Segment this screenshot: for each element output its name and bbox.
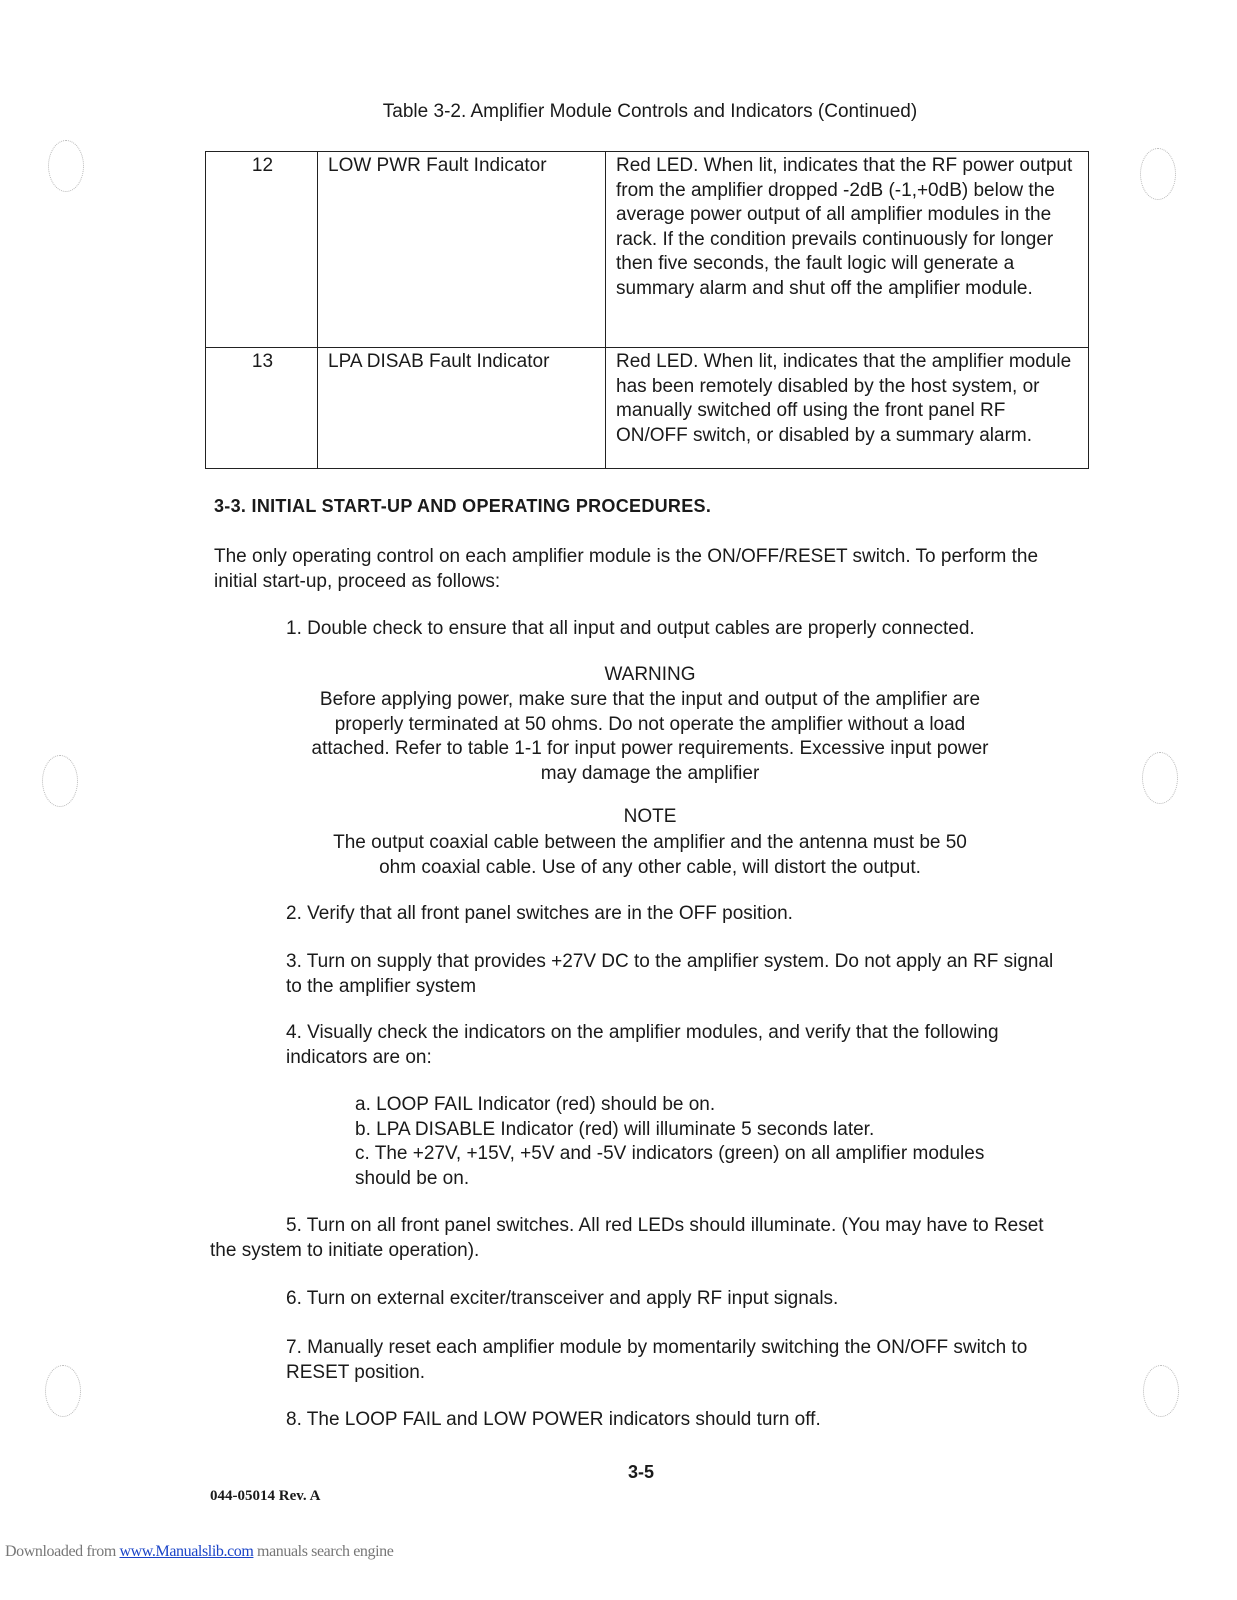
list-item: c. The +27V, +15V, +5V and -5V indicators (green) on all amplifier modules should be on. xyxy=(355,1143,985,1189)
binder-hole-right-top xyxy=(1140,148,1176,200)
step-4: 4. Visually check the indicators on the amplifier modules, and verify that the following indicators are on: xyxy=(286,1022,999,1068)
step-7: 7. Manually reset each amplifier module by momentarily switching the ON/OFF switch to RESET position. xyxy=(286,1337,1028,1383)
page-number: 3-5 xyxy=(627,1462,654,1482)
row-number: 13 xyxy=(206,348,318,469)
table-title: Table 3-2. Amplifier Module Controls and Indicators (Continued) xyxy=(382,101,918,122)
table-row xyxy=(206,348,1089,469)
row-description: Red LED. When lit, indicates that the RF power output from the amplifier dropped -2dB (-1,+0dB) below the average power output of all amplifier modules in the rack. If the condition prevails continuously for longer then five seconds, the fault logic will generate a summary alarm and shut off the amplifier module. xyxy=(606,152,1089,348)
warning-text: Before applying power, make sure that the input and output of the amplifier are properly terminated at 50 ohms. Do not operate the amplifier without a load attached. Refer to table 1-1 for input power requirements. Excessive input power may damage the amplifier xyxy=(311,689,989,784)
table-row xyxy=(206,152,1089,348)
download-footer xyxy=(5,1543,393,1561)
footer-prefix: Downloaded from xyxy=(5,1543,120,1560)
controls-table xyxy=(205,151,1089,469)
step-6: 6. Turn on external exciter/transceiver and apply RF input signals. xyxy=(286,1288,839,1309)
note-title: NOTE xyxy=(623,806,677,827)
document-code: 044-05014 Rev. A xyxy=(210,1488,321,1504)
binder-hole-left-top xyxy=(48,140,84,192)
section-heading: 3-3. INITIAL START-UP AND OPERATING PROCEDURES. xyxy=(214,496,712,516)
footer-suffix: manuals search engine xyxy=(253,1543,394,1560)
intro-paragraph: The only operating control on each amplifier module is the ON/OFF/RESET switch. To perform the initial start-up, proceed as follows: xyxy=(214,546,1039,592)
step-2: 2. Verify that all front panel switches are in the OFF position. xyxy=(286,903,793,924)
step-5: 5. Turn on all front panel switches. All red LEDs should illuminate. (You may have to Reset the system to initiate operation). xyxy=(210,1215,1044,1261)
list-item: a. LOOP FAIL Indicator (red) should be on. xyxy=(355,1094,716,1115)
list-item: b. LPA DISABLE Indicator (red) will illuminate 5 seconds later. xyxy=(355,1118,875,1140)
row-number: 12 xyxy=(206,152,318,348)
step-8: 8. The LOOP FAIL and LOW POWER indicators should turn off. xyxy=(286,1409,821,1430)
step-1: 1. Double check to ensure that all input and output cables are properly connected. xyxy=(286,618,975,639)
row-description: Red LED. When lit, indicates that the amplifier module has been remotely disabled by the host system, or manually switched off using the front panel RF ON/OFF switch, or disabled by a summary alarm. xyxy=(606,348,1089,469)
binder-hole-left-bottom xyxy=(45,1365,81,1417)
row-control-name: LOW PWR Fault Indicator xyxy=(318,152,606,348)
binder-hole-right-middle xyxy=(1142,752,1178,804)
note-text: The output coaxial cable between the amplifier and the antenna must be 50 ohm coaxial cable. Use of any other cable, will distort the output. xyxy=(333,832,967,878)
step-3: 3. Turn on supply that provides +27V DC to the amplifier system. Do not apply an RF signal to the amplifier system xyxy=(286,951,1054,997)
step-4-list xyxy=(355,1093,1045,1191)
row-control-name: LPA DISAB Fault Indicator xyxy=(318,348,606,469)
manualslib-link[interactable]: www.Manualslib.com xyxy=(119,1543,254,1560)
binder-hole-left-middle xyxy=(42,755,78,807)
warning-title: WARNING xyxy=(604,664,696,685)
binder-hole-right-bottom xyxy=(1143,1365,1179,1417)
